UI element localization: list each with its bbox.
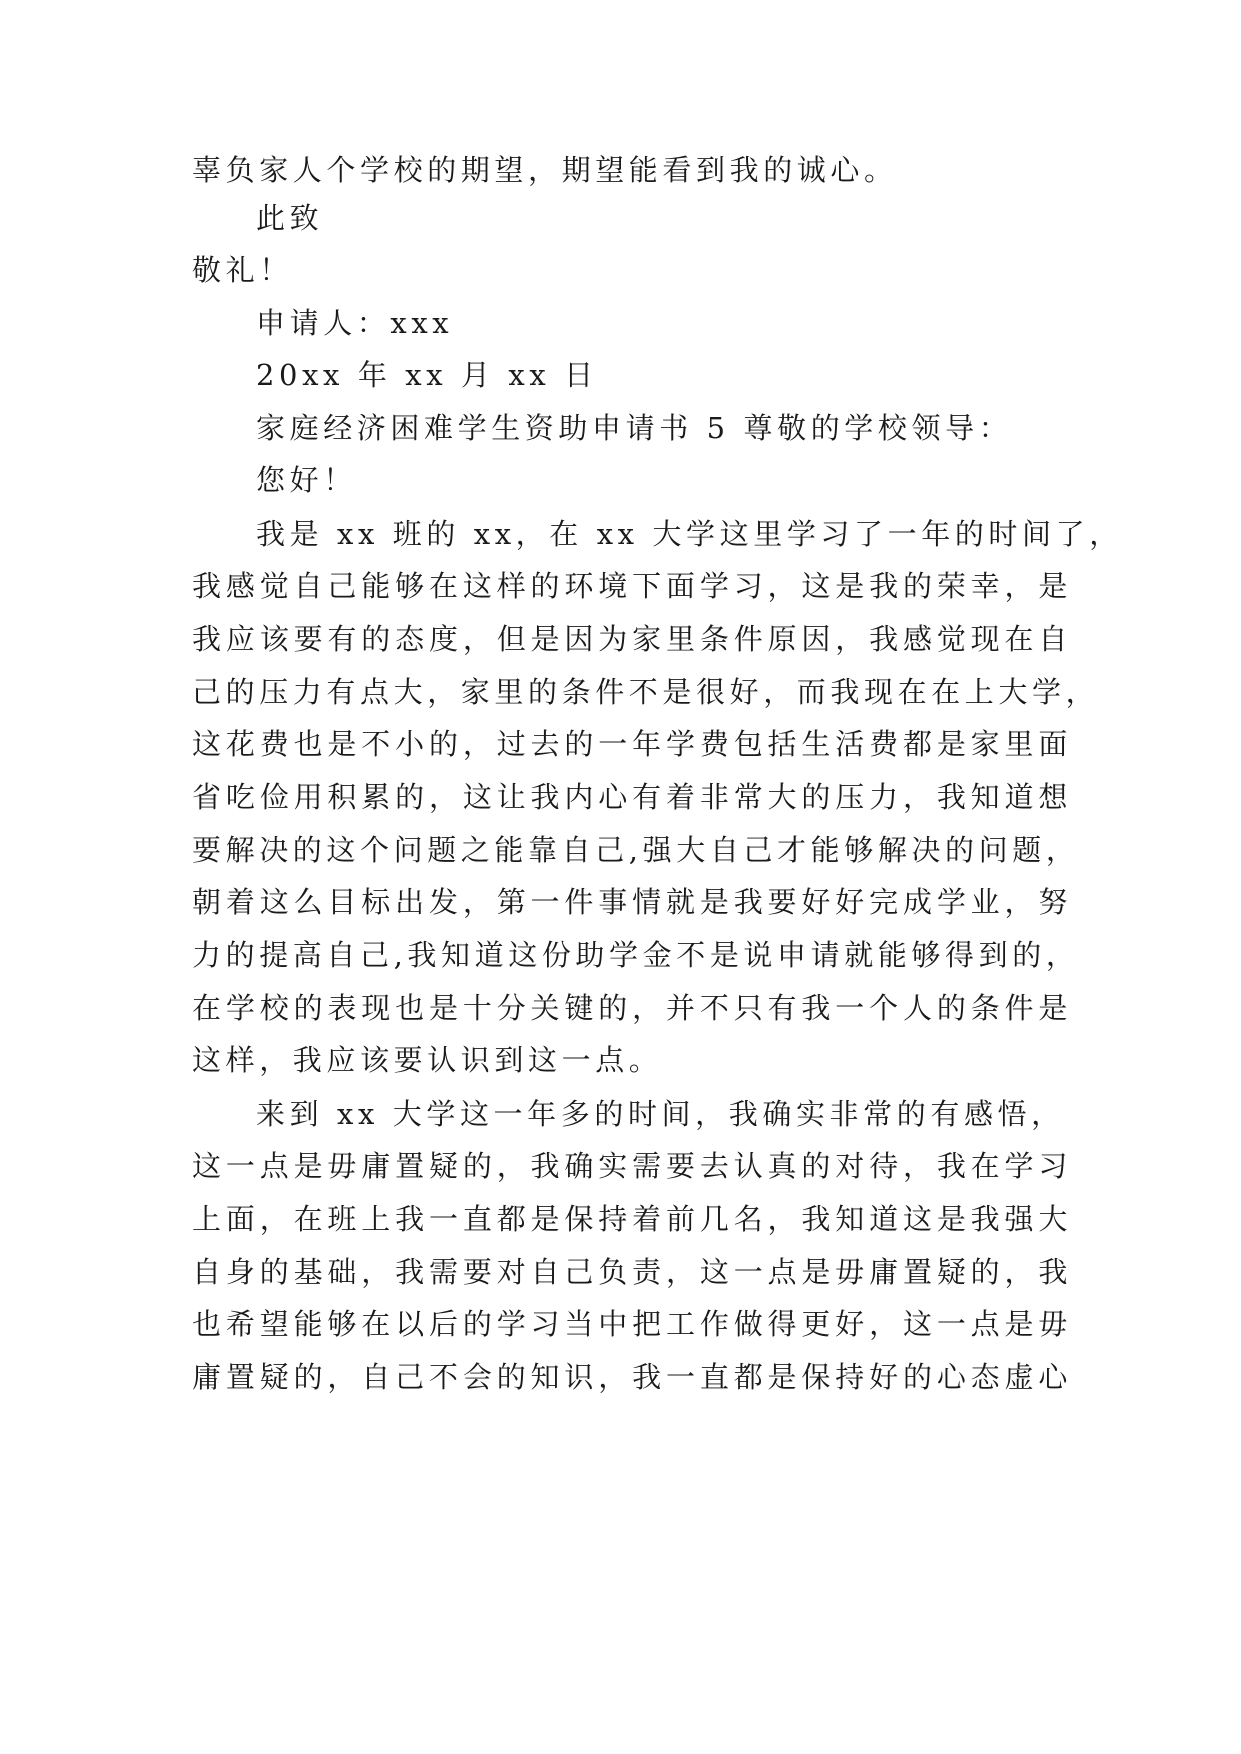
paragraph-line: 在学校的表现也是十分关键的，并不只有我一个人的条件是: [192, 991, 1072, 1025]
paragraph-line: 这样，我应该要认识到这一点。: [192, 1043, 663, 1077]
date-line: 20xx 年 xx 月 xx 日: [256, 358, 598, 392]
paragraph-line: 也希望能够在以后的学习当中把工作做得更好，这一点是毋: [192, 1307, 1072, 1341]
salutation: 敬礼！: [192, 253, 293, 287]
section-heading: 家庭经济困难学生资助申请书 5 尊敬的学校领导：: [256, 411, 1013, 445]
paragraph-line: 我感觉自己能够在这样的环境下面学习，这是我的荣幸，是: [192, 569, 1072, 603]
paragraph-line: 朝着这么目标出发，第一件事情就是我要好好完成学业，努: [192, 885, 1072, 919]
paragraph-line: 要解决的这个问题之能靠自己,强大自己才能够解决的问题，: [192, 833, 1080, 867]
paragraph-line: 己的压力有点大，家里的条件不是很好，而我现在在上大学，: [192, 675, 1100, 709]
text-line: 辜负家人个学校的期望，期望能看到我的诚心。: [192, 153, 898, 187]
applicant-line: 申请人：xxx: [256, 306, 454, 340]
paragraph-line: 力的提高自己,我知道这份助学金不是说申请就能够得到的，: [192, 938, 1080, 972]
paragraph-line: 我是 xx 班的 xx，在 xx 大学这里学习了一年的时间了，: [256, 517, 1123, 551]
greeting: 您好！: [256, 463, 357, 497]
paragraph-line: 这一点是毋庸置疑的，我确实需要去认真的对待，我在学习: [192, 1149, 1072, 1183]
paragraph-line: 省吃俭用积累的，这让我内心有着非常大的压力，我知道想: [192, 780, 1072, 814]
paragraph-line: 这花费也是不小的，过去的一年学费包括生活费都是家里面: [192, 727, 1072, 761]
paragraph-line: 上面，在班上我一直都是保持着前几名，我知道这是我强大: [192, 1202, 1072, 1236]
paragraph-line: 我应该要有的态度，但是因为家里条件原因，我感觉现在自: [192, 622, 1072, 656]
paragraph-line: 自身的基础，我需要对自己负责，这一点是毋庸置疑的，我: [192, 1255, 1072, 1289]
paragraph-line: 来到 xx 大学这一年多的时间，我确实非常的有感悟，: [256, 1097, 1065, 1131]
closing-phrase: 此致: [256, 201, 324, 235]
paragraph-line: 庸置疑的，自己不会的知识，我一直都是保持好的心态虚心: [192, 1360, 1072, 1394]
